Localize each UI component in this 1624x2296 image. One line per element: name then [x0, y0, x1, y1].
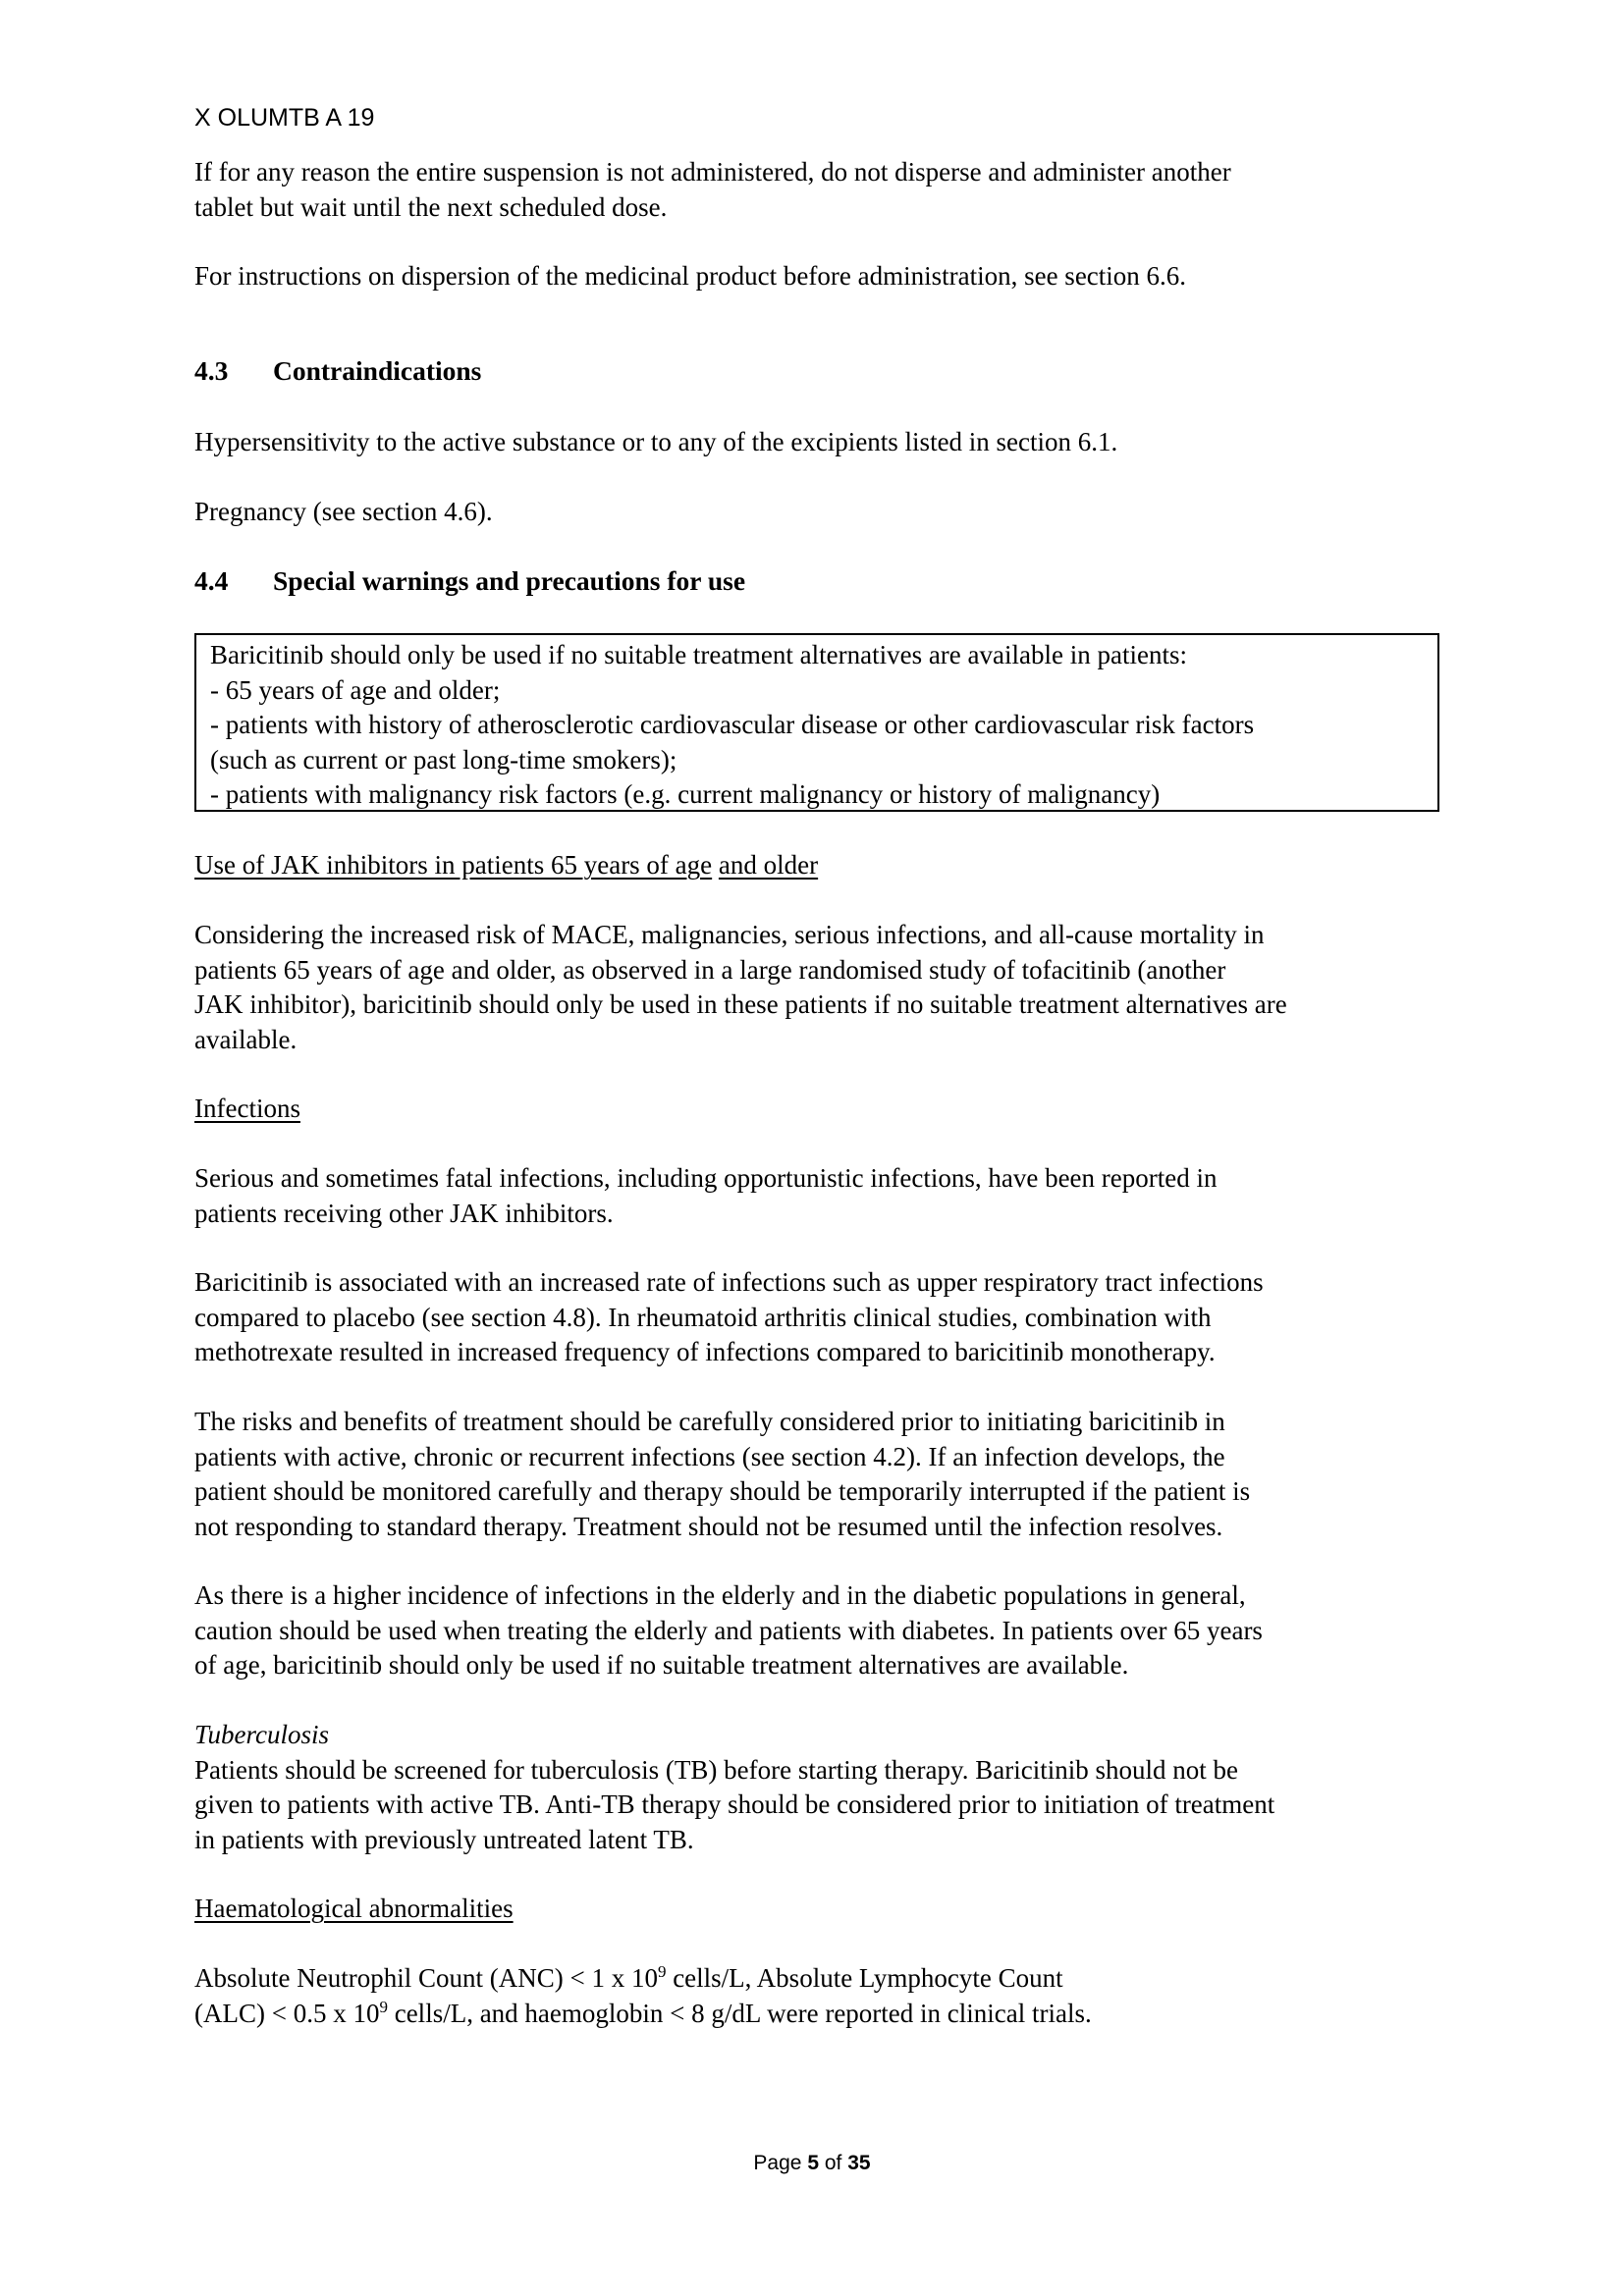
text-line: The risks and benefits of treatment should be carefully considered prior to initiating baricitinib in [194, 1407, 1225, 1436]
text-line: Baricitinib is associated with an increased rate of infections such as upper respiratory tract infections [194, 1267, 1264, 1297]
current-page-number: 5 [807, 2152, 819, 2174]
section-heading-4-3 [194, 353, 481, 389]
text-line: If for any reason the entire suspension is not administered, do not disperse and administer another [194, 157, 1231, 187]
page-label: Page [753, 2152, 802, 2174]
infections-subheading [194, 1092, 1451, 1127]
text-line: Serious and sometimes fatal infections, including opportunistic infections, have been reported in [194, 1163, 1218, 1193]
text-line: available. [194, 1024, 298, 1054]
tuberculosis-section [194, 1718, 1451, 1857]
text-line: Hypersensitivity to the active substance or to any of the excipients listed in section 6.1. [194, 427, 1118, 456]
text-line: methotrexate resulted in increased frequency of infections compared to baricitinib monotherapy. [194, 1337, 1216, 1366]
text-line: For instructions on dispersion of the medicinal product before administration, see section 6.6. [194, 261, 1187, 291]
tuberculosis-subheading: Tuberculosis [194, 1720, 330, 1749]
text-line: patients with active, chronic or recurrent infections (see section 4.2). If an infection develops, the [194, 1441, 1225, 1471]
haematological-paragraph [194, 1961, 1451, 2031]
section-number: 4.3 [194, 355, 229, 386]
boxed-warning-line: - patients with history of atherosclerotic cardiovascular disease or other cardiovascular risk factors [210, 710, 1255, 739]
text-line: (ALC) < 0.5 x $10^9$ cells/L, and haemoglobin < 8 g/dL were reported in clinical trials. [194, 1997, 1092, 2028]
boxed-warning [194, 633, 1439, 812]
text-line: JAK inhibitor), baricitinib should only be used in these patients if no suitable treatment alternatives are [194, 989, 1287, 1019]
infections-paragraph-1 [194, 1161, 1451, 1231]
infections-paragraph-4 [194, 1578, 1451, 1683]
text-line: not responding to standard therapy. Treatment should not be resumed until the infection resolves. [194, 1511, 1223, 1541]
page-footer [0, 2150, 1624, 2177]
infections-paragraph-3 [194, 1405, 1451, 1544]
contraindication-paragraph-2 [194, 495, 1451, 530]
text-line: compared to placebo (see section 4.8). In rheumatoid arthritis clinical studies, combination with [194, 1302, 1212, 1332]
exponent: 9 [657, 1962, 667, 1981]
text-line: patient should be monitored carefully and therapy should be temporarily interrupted if the patient is [194, 1476, 1251, 1506]
text-line: caution should be used when treating the elderly and patients with diabetes. In patients over 65 years [194, 1615, 1263, 1645]
infections-paragraph-2 [194, 1265, 1451, 1370]
text-line: Considering the increased risk of MACE, malignancies, serious infections, and all-cause mortality in [194, 920, 1265, 949]
text-line: in patients with previously untreated latent TB. [194, 1824, 694, 1854]
document-header: X OLUMTB A 19 [194, 104, 375, 132]
section-heading-4-4 [194, 563, 745, 599]
text-line: patients receiving other JAK inhibitors. [194, 1198, 614, 1228]
exponent: 9 [379, 1997, 388, 2016]
total-page-count: 35 [847, 2152, 871, 2174]
text-line: given to patients with active TB. Anti-TB therapy should be considered prior to initiation of treatment [194, 1789, 1275, 1819]
text-line: Patients should be screened for tuberculosis (TB) before starting therapy. Baricitinib should not be [194, 1754, 1238, 1785]
section-title: Special warnings and precautions for use [273, 565, 746, 596]
contraindication-paragraph-1 [194, 425, 1451, 460]
boxed-warning-line: (such as current or past long-time smokers); [210, 744, 677, 774]
text-line: patients 65 years of age and older, as observed in a large randomised study of tofacitinib (another [194, 954, 1226, 985]
text-line: tablet but wait until the next scheduled dose. [194, 191, 668, 222]
boxed-warning-line: - patients with malignancy risk factors (e.g. current malignancy or history of malignancy) [210, 779, 1161, 809]
subheading-text: Use of JAK inhibitors in patients 65 years of age [194, 850, 713, 880]
jak-elderly-paragraph [194, 918, 1451, 1057]
intro-paragraph-1 [194, 155, 1451, 225]
section-title: Contraindications [273, 355, 482, 386]
text-line: Absolute Neutrophil Count (ANC) < 1 x $10^9$ cells/L, Absolute Lymphocyte Count [194, 1962, 1063, 1993]
boxed-warning-line: - 65 years of age and older; [210, 674, 501, 705]
boxed-warning-line: Baricitinib should only be used if no suitable treatment alternatives are available in patients: [210, 640, 1187, 669]
text-line: Pregnancy (see section 4.6). [194, 497, 493, 526]
section-number: 4.4 [194, 565, 229, 596]
subheading-text: Haematological abnormalities [194, 1894, 514, 1923]
jak-elderly-subheading [194, 848, 1451, 883]
intro-paragraph-2 [194, 259, 1451, 294]
haematological-subheading [194, 1892, 1451, 1927]
page-of-label: of [824, 2152, 842, 2174]
text-line: of age, baricitinib should only be used if no suitable treatment alternatives are available. [194, 1650, 1129, 1680]
subheading-text: and older [718, 850, 819, 880]
text-line: As there is a higher incidence of infections in the elderly and in the diabetic populations in general, [194, 1580, 1246, 1610]
subheading-text: Infections [194, 1094, 300, 1123]
